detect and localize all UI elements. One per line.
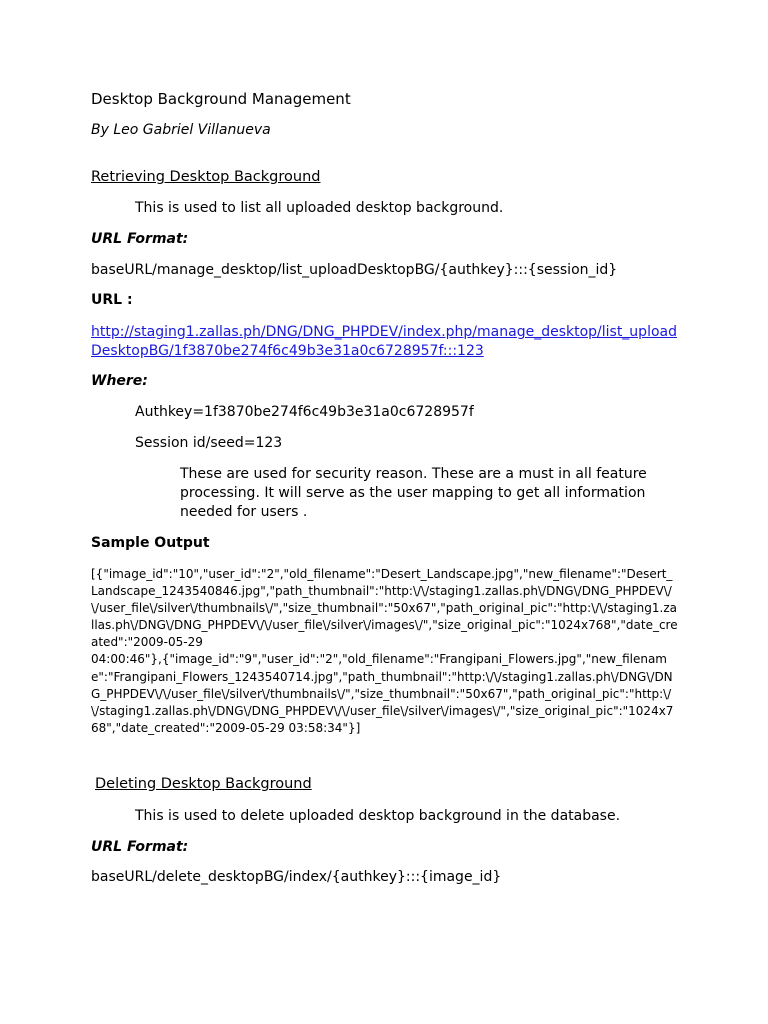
security-note-line2: processing. It will serve as the user mapping to get all information (180, 485, 646, 501)
sample-output-label: Sample Output (91, 535, 210, 551)
retrieve-url-link-line1[interactable]: http://staging1.zallas.ph/DNG/DNG_PHPDEV/index.php/manage_desktop/list_upload (91, 324, 677, 340)
delete-url-format-label: URL Format: (91, 839, 189, 855)
retrieve-heading: Retrieving Desktop Background (91, 169, 321, 185)
delete-url-format: baseURL/delete_desktopBG/index/{authkey}:::{image_id} (91, 869, 502, 885)
retrieve-authkey: Authkey=1f3870be274f6c49b3e31a0c6728957f (135, 404, 474, 420)
document-title: Desktop Background Management (91, 90, 351, 108)
retrieve-url-format: baseURL/manage_desktop/list_uploadDesktopBG/{authkey}:::{session_id} (91, 262, 618, 278)
delete-description: This is used to delete uploaded desktop background in the database. (135, 808, 621, 824)
retrieve-where-label: Where: (91, 373, 148, 389)
retrieve-url-format-label: URL Format: (91, 231, 189, 247)
sample-output-text: [{"image_id":"10","user_id":"2","old_filename":"Desert_Landscape.jpg","new_filename":"Desert_Landscape_1243540846.jpg","path_thumbnail":"http:\/\/staging1.zallas.ph\/DNG\/DNG_PHPDEV\/\/user_file\/silver\/thumbnails\/","size_thumbnail":"50x67","path_original_pic":"http:\/\/staging1.zallas.ph\/DNG\/DNG_PHPDEV\/\/user_file\/silver\/images\/","size_original_pic":"1024x768","date_created":"2009-05-29 04:00:46"},{"image_id":"9","user_id":"2","old_filename":"Frangipani_Flowers.jpg","new_filename":"Frangipani_Flowers_1243540714.jpg","path_thumbnail":"http:\/\/staging1.zallas.ph\/DNG\/DNG_PHPDEV\/\/user_file\/silver\/thumbnails\/","size_thumbnail":"50x67","path_original_pic":"http:\/\/staging1.zallas.ph\/DNG\/DNG_PHPDEV\/\/user_file\/silver\/images\/","size_original_pic":"1024x768","date_created":"2009-05-29 03:58:34"}] (91, 567, 678, 735)
retrieve-session: Session id/seed=123 (135, 435, 283, 451)
security-note-line1: These are used for security reason. These are a must in all feature (180, 466, 647, 482)
retrieve-description: This is used to list all uploaded desktop background. (135, 200, 504, 216)
document-author: By Leo Gabriel Villanueva (91, 122, 271, 138)
delete-heading: Deleting Desktop Background (95, 776, 312, 792)
retrieve-url-label: URL : (91, 292, 133, 308)
security-note-line3: needed for users . (180, 504, 308, 520)
retrieve-url-link-line2[interactable]: DesktopBG/1f3870be274f6c49b3e31a0c6728957f:::123 (91, 343, 484, 359)
